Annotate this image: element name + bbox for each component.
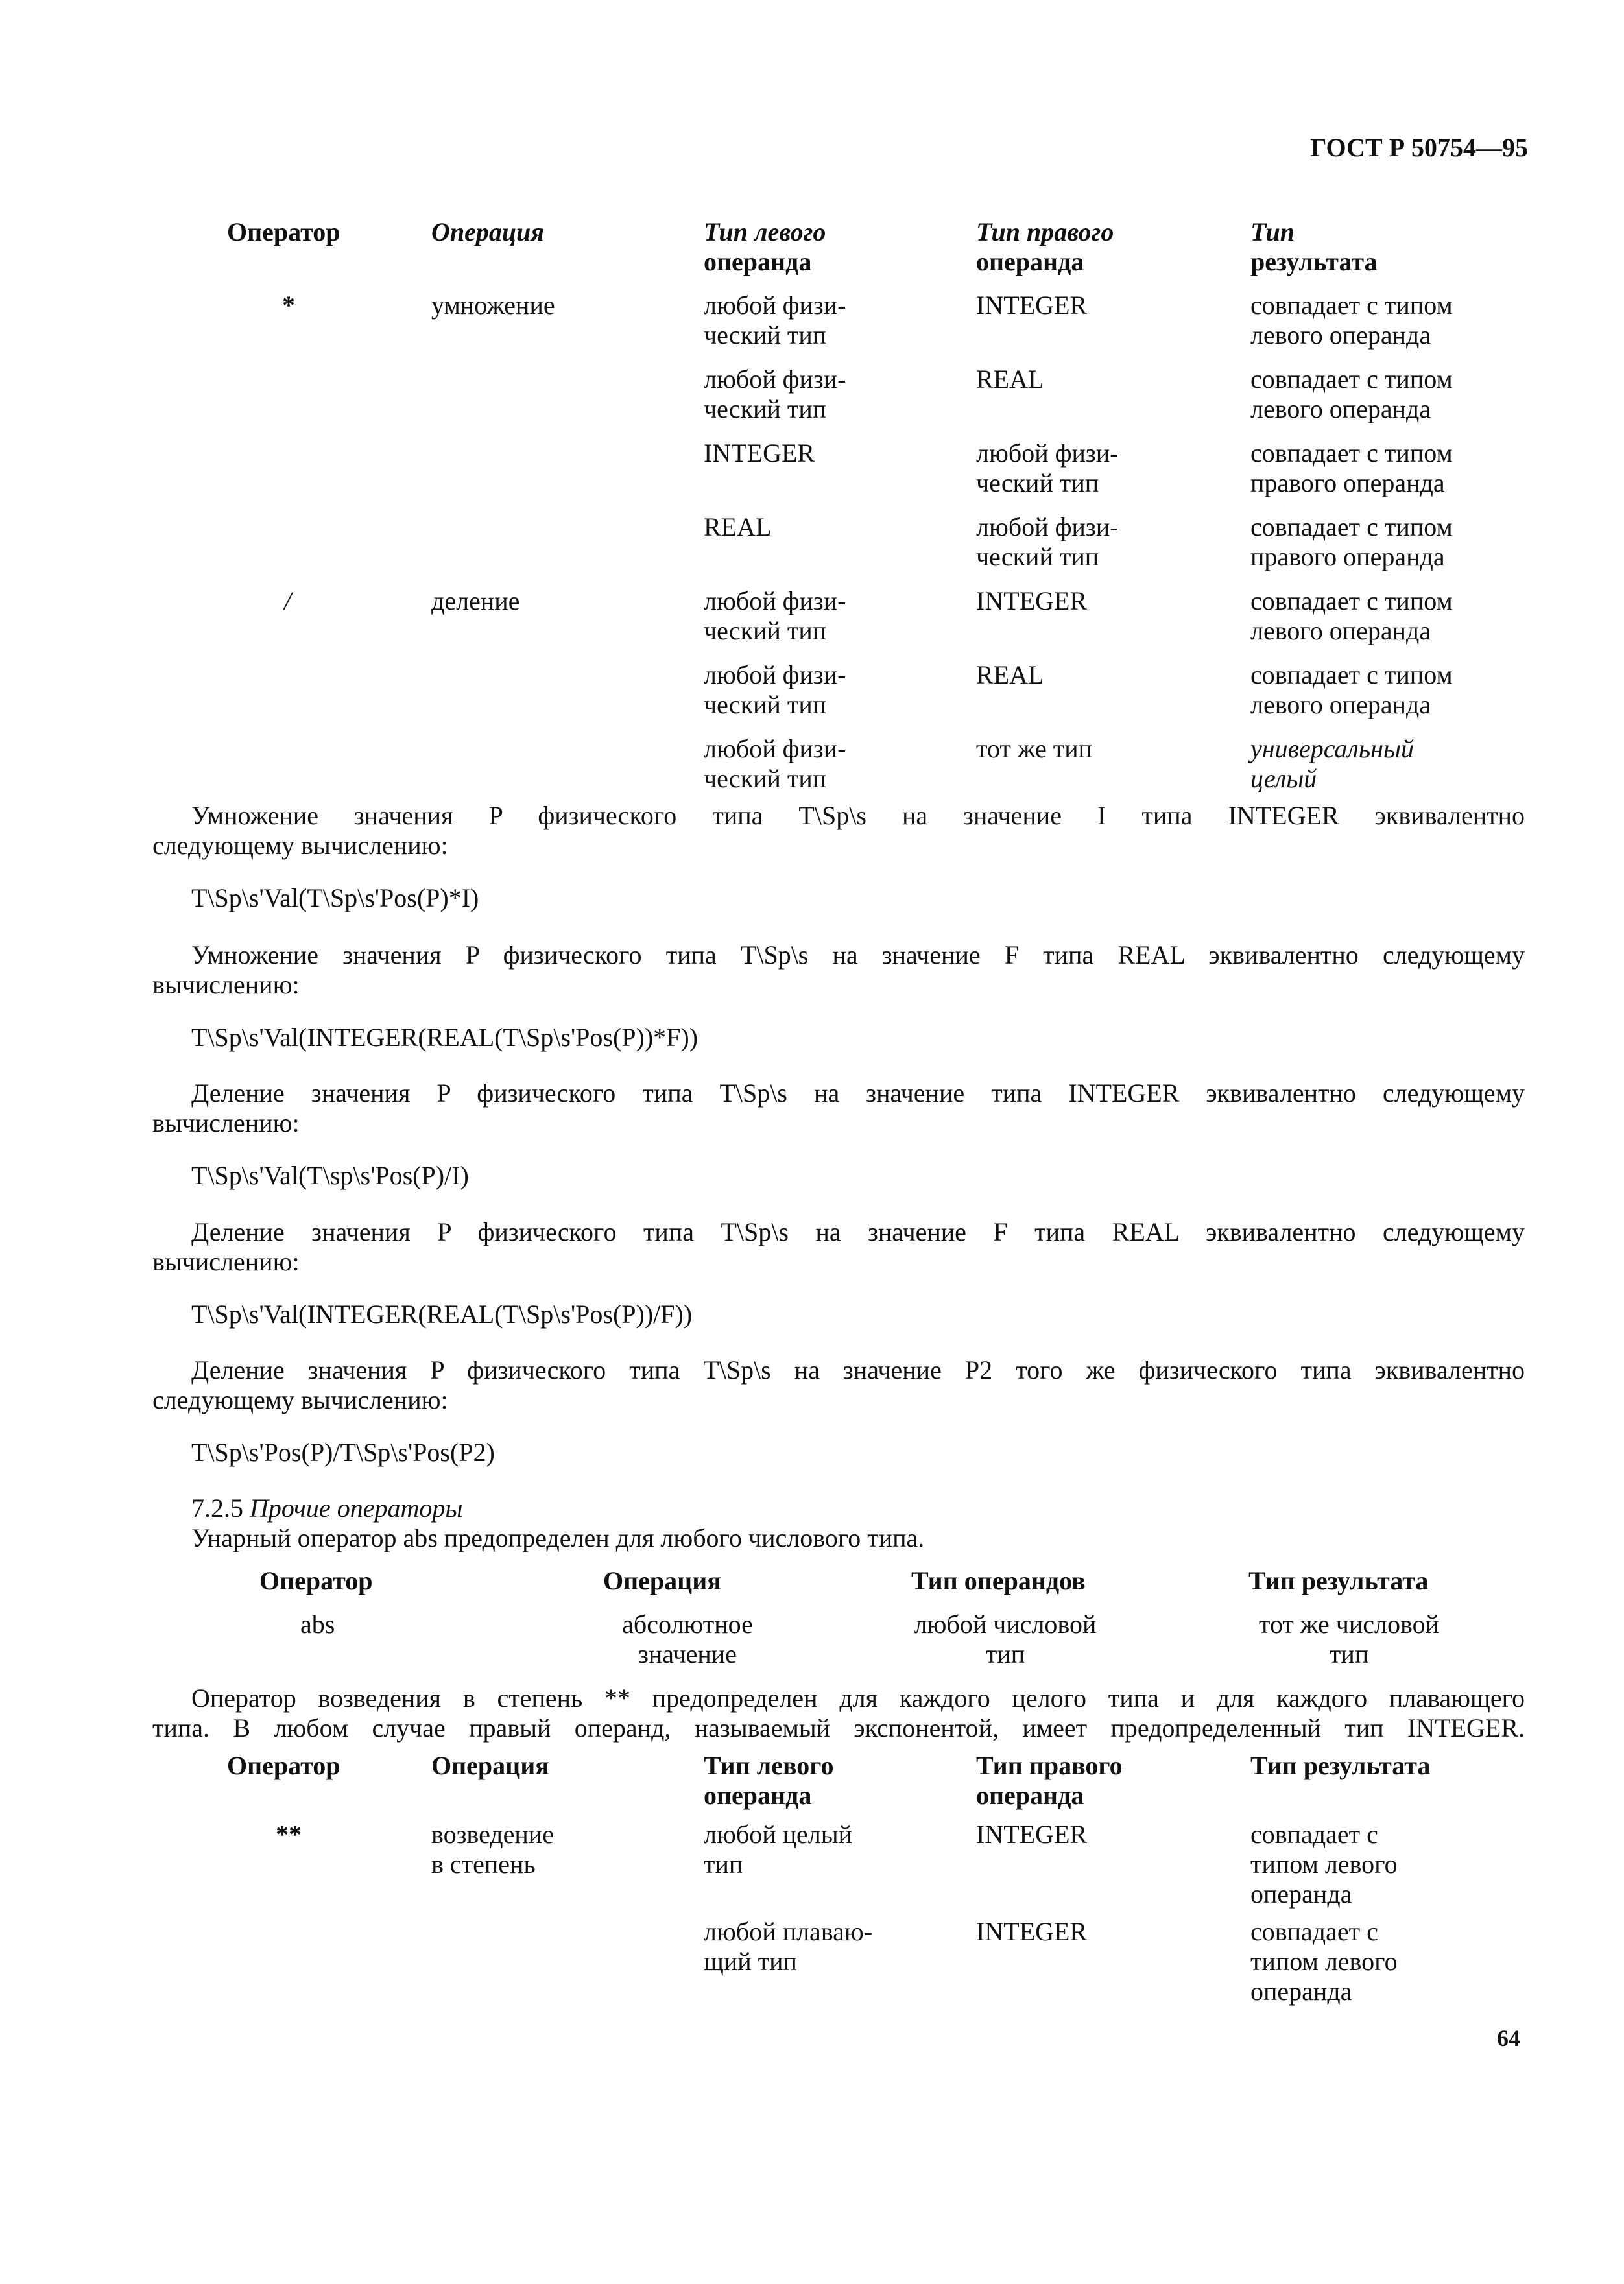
page-number: 64 <box>1497 2025 1520 2051</box>
t3-left-2: щий тип <box>704 1947 797 1976</box>
t1-result-2: целый <box>1250 764 1317 793</box>
t1-op-divide: / <box>284 586 292 615</box>
paragraph-line-2: вычислению: <box>152 1108 300 1137</box>
t1-right-2: ческий тип <box>976 542 1099 571</box>
paragraph-divide-integer <box>152 1078 1525 1138</box>
t1-operation: умножение <box>431 291 555 320</box>
t1-right: тот же тип <box>976 734 1093 763</box>
t2-result-1: тот же числовой <box>1258 1610 1440 1639</box>
t1-right: REAL <box>976 660 1044 689</box>
section-intro: Унарный оператор abs предопределен для любого числового типа. <box>191 1523 925 1552</box>
paragraph-line-1: Оператор возведения в степень ** предопределен для каждого целого типа и для каждого плавающего <box>191 1683 1525 1713</box>
document-id: ГОСТ Р 50754—95 <box>1310 133 1529 162</box>
paragraph-divide-real <box>152 1217 1525 1277</box>
t1-result-2: правого операнда <box>1250 542 1445 571</box>
t1-left-1: любой физи- <box>704 734 846 763</box>
t1-result-1: совпадает с типом <box>1250 512 1453 541</box>
paragraph-line-2: вычислению: <box>152 1247 300 1276</box>
t3-result-3: операнда <box>1250 1977 1352 2006</box>
t3-result-1: совпадает с <box>1250 1820 1378 1849</box>
t1-result-2: правого операнда <box>1250 468 1445 497</box>
t3-left-2: тип <box>704 1850 743 1879</box>
t1-result-1: совпадает с типом <box>1250 291 1453 320</box>
section-number: 7.2.5 <box>191 1493 243 1523</box>
t1-header-result-1: Тип <box>1250 217 1295 246</box>
paragraph-line-1: Деление значения P физического типа T\Sp\s на значение P2 того же физического типа эквивалентно <box>191 1355 1525 1385</box>
paragraph-line-2: следующему вычислению: <box>152 1385 448 1414</box>
paragraph-multiply-integer <box>152 801 1525 861</box>
t1-header-operation: Операция <box>431 217 544 246</box>
t1-left-1: любой физи- <box>704 291 846 320</box>
t1-header-left-type-2: операнда <box>704 247 812 276</box>
t3-left-1: любой целый <box>704 1820 853 1849</box>
formula-2: T\Sp\s'Val(INTEGER(REAL(T\Sp\s'Pos(P))*F)) <box>191 1023 699 1052</box>
paragraph-line-1: Умножение значения P физического типа T\Sp\s на значение I типа INTEGER эквивалентно <box>191 801 1525 830</box>
t1-left-2: ческий тип <box>704 764 827 793</box>
t1-left-2: ческий тип <box>704 616 827 645</box>
t3-result-2: типом левого <box>1250 1850 1398 1879</box>
t3-header-right-type-1: Тип правого <box>976 1751 1123 1780</box>
t1-right: REAL <box>976 364 1044 394</box>
t1-right-1: любой физи- <box>976 438 1119 468</box>
t2-operation-2: значение <box>638 1639 737 1669</box>
t1-right: INTEGER <box>976 586 1088 615</box>
t1-right-2: ческий тип <box>976 468 1099 497</box>
t2-header-operator: Оператор <box>259 1566 373 1595</box>
t3-right: INTEGER <box>976 1820 1088 1849</box>
t1-result-2: левого операнда <box>1250 616 1431 645</box>
t1-left-1: любой физи- <box>704 586 846 615</box>
t3-header-left-type-1: Тип левого <box>704 1751 834 1780</box>
t2-operands-2: тип <box>985 1639 1025 1669</box>
t1-header-operator: Оператор <box>227 217 340 246</box>
t3-header-operation: Операция <box>431 1751 549 1780</box>
paragraph-line-2: типа. В любом случае правый операнд, называемый экспонентой, имеет предопределенный тип INTEGER. <box>152 1713 1525 1743</box>
paragraph-line-2: следующему вычислению: <box>152 831 448 860</box>
paragraph-line-1: Деление значения P физического типа T\Sp\s на значение типа INTEGER эквивалентно следующему <box>191 1078 1525 1108</box>
paragraph-exponent <box>152 1683 1525 1743</box>
t2-header-operands: Тип операндов <box>911 1566 1086 1595</box>
section-title: Прочие операторы <box>250 1493 463 1523</box>
t1-left-2: ческий тип <box>704 690 827 719</box>
t1-left-2: ческий тип <box>704 394 827 423</box>
t3-right: INTEGER <box>976 1917 1088 1946</box>
t3-header-left-type-2: операнда <box>704 1781 812 1810</box>
t3-header-result: Тип результата <box>1250 1751 1431 1780</box>
t1-result-2: левого операнда <box>1250 690 1431 719</box>
formula-5: T\Sp\s'Pos(P)/T\Sp\s'Pos(P2) <box>191 1438 495 1467</box>
t2-op-abs: abs <box>300 1610 335 1639</box>
t2-header-result: Тип результата <box>1248 1566 1429 1595</box>
t2-result-2: тип <box>1329 1639 1369 1669</box>
paragraph-multiply-real <box>152 940 1525 1000</box>
t3-operation-1: возведение <box>431 1820 554 1849</box>
t3-result-2: типом левого <box>1250 1947 1398 1976</box>
t3-header-operator: Оператор <box>227 1751 340 1780</box>
formula-3: T\Sp\s'Val(T\sp\s'Pos(P)/I) <box>191 1161 469 1190</box>
t3-header-right-type-2: операнда <box>976 1781 1084 1810</box>
t1-header-right-type-1: Тип правого <box>976 217 1114 246</box>
t1-right: INTEGER <box>976 291 1088 320</box>
t1-result-1: совпадает с типом <box>1250 586 1453 615</box>
t1-header-left-type-1: Тип левого <box>704 217 826 246</box>
formula-1: T\Sp\s'Val(T\Sp\s'Pos(P)*I) <box>191 883 479 912</box>
t3-op-power: ** <box>276 1820 302 1849</box>
t1-op-multiply: * <box>282 291 295 320</box>
t1-left-1: любой физи- <box>704 660 846 689</box>
t1-result-2: левого операнда <box>1250 394 1431 423</box>
t1-result-2: левого операнда <box>1250 320 1431 350</box>
t1-left-1: любой физи- <box>704 364 846 394</box>
paragraph-line-1: Деление значения P физического типа T\Sp\s на значение F типа REAL эквивалентно следующему <box>191 1217 1525 1246</box>
t1-header-result-2: результата <box>1250 247 1378 276</box>
paragraph-line-2: вычислению: <box>152 970 300 999</box>
t2-operands-1: любой числовой <box>914 1610 1097 1639</box>
t3-operation-2: в степень <box>431 1850 536 1879</box>
t1-result-1: совпадает с типом <box>1250 438 1453 468</box>
formula-4: T\Sp\s'Val(INTEGER(REAL(T\Sp\s'Pos(P))/F)) <box>191 1300 693 1329</box>
t1-result-1: универсальный <box>1250 734 1415 763</box>
paragraph-line-1: Умножение значения P физического типа T\Sp\s на значение F типа REAL эквивалентно следующему <box>191 940 1525 970</box>
t1-operation: деление <box>431 586 520 615</box>
t3-result-3: операнда <box>1250 1879 1352 1909</box>
t1-left-1: REAL <box>704 512 772 541</box>
t1-result-1: совпадает с типом <box>1250 660 1453 689</box>
t3-left-1: любой плаваю- <box>704 1917 873 1946</box>
t1-right-1: любой физи- <box>976 512 1119 541</box>
t2-header-operation: Операция <box>603 1566 721 1595</box>
t2-operation-1: абсолютное <box>622 1610 753 1639</box>
t1-left-1: INTEGER <box>704 438 815 468</box>
t1-left-2: ческий тип <box>704 320 827 350</box>
t1-result-1: совпадает с типом <box>1250 364 1453 394</box>
t1-header-right-type-2: операнда <box>976 247 1084 276</box>
section-heading <box>191 1493 462 1523</box>
paragraph-divide-physical <box>152 1355 1525 1415</box>
t3-result-1: совпадает с <box>1250 1917 1378 1946</box>
